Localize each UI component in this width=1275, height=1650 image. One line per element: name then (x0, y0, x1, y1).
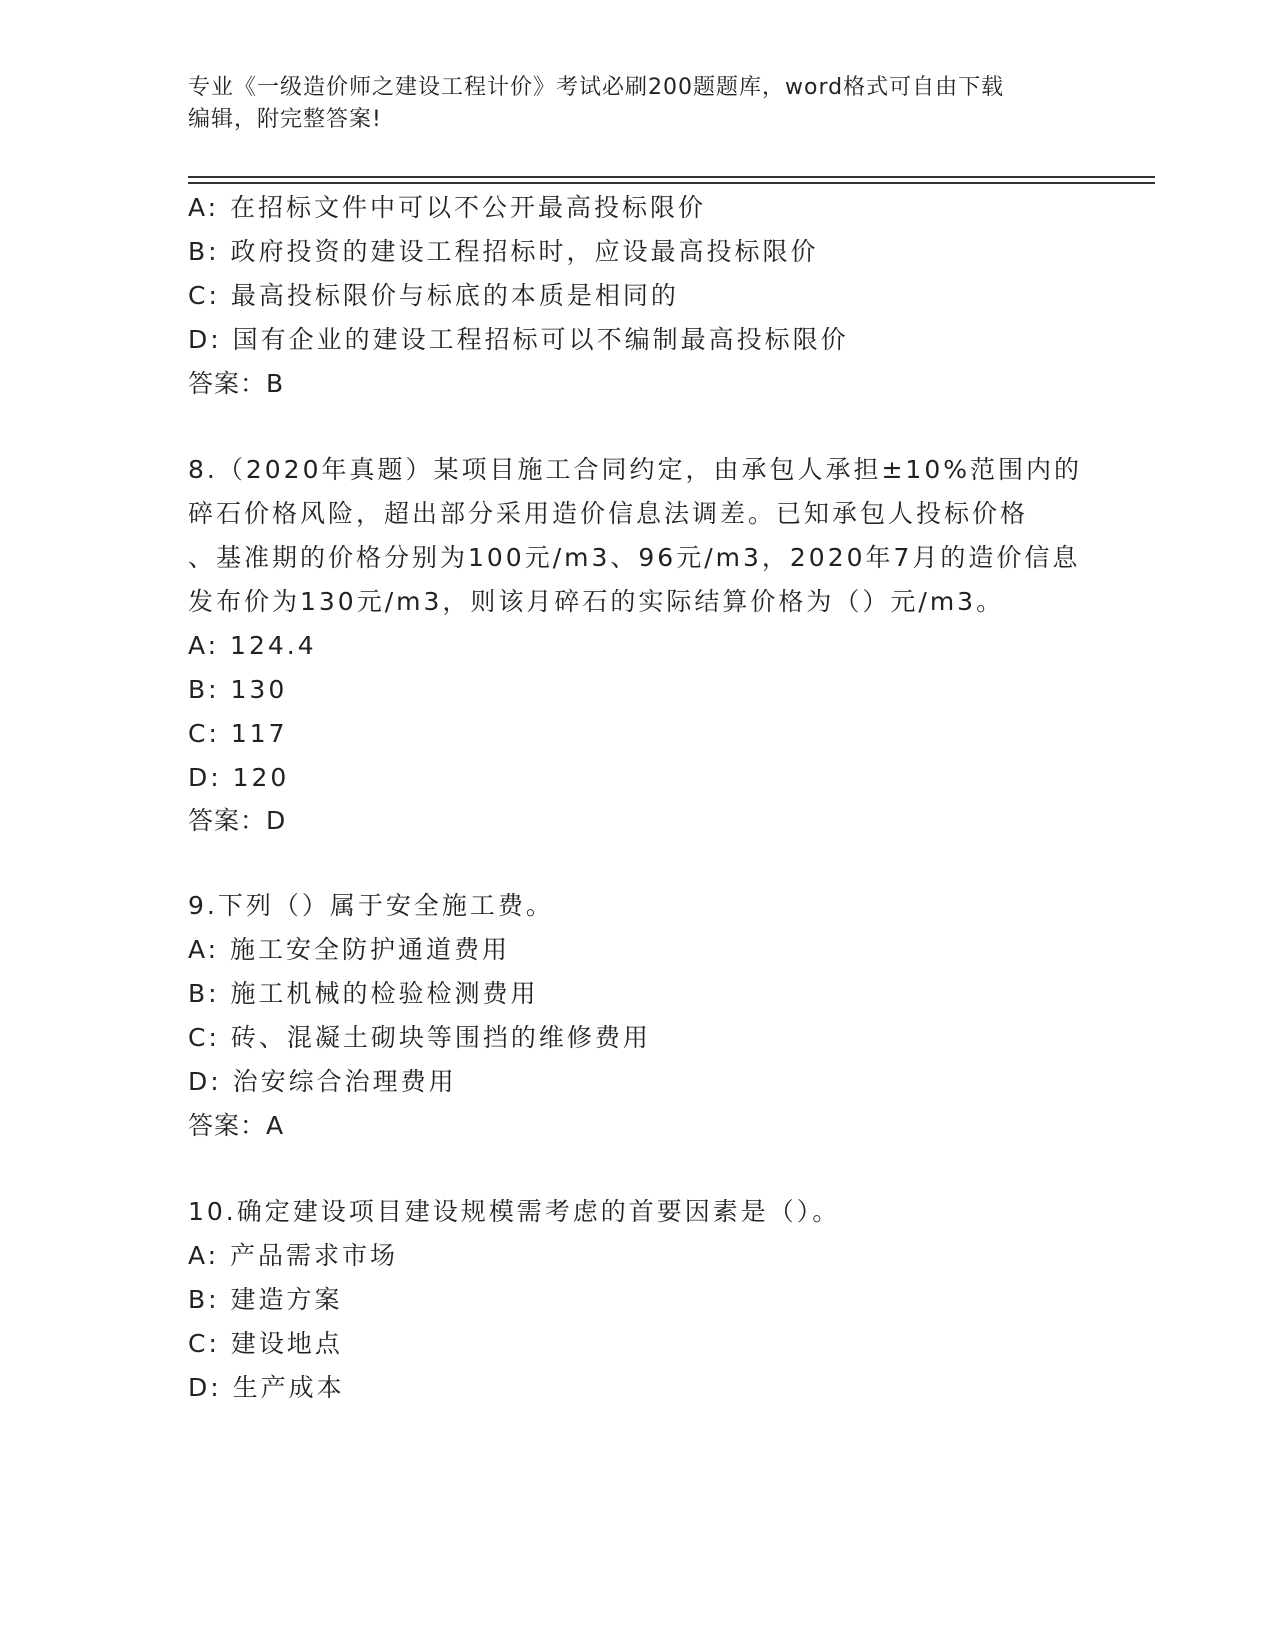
q8-stem-line-1: 8.（2020年真题）某项目施工合同约定，由承包人承担±10%范围内的 (188, 455, 1082, 484)
q7-answer: 答案：B (188, 369, 285, 398)
header-divider-top (188, 176, 1155, 178)
q8-option-c: C: 117 (188, 719, 288, 748)
q10-option-c: C: 建设地点 (188, 1329, 343, 1358)
header-line-1: 专业《一级造价师之建设工程计价》考试必刷200题题库，word格式可自由下载 (188, 75, 1005, 100)
q7-option-a: A: 在招标文件中可以不公开最高投标限价 (188, 193, 707, 222)
q9-option-d: D: 治安综合治理费用 (188, 1067, 457, 1096)
q10-option-a: A: 产品需求市场 (188, 1241, 399, 1270)
q8-option-b: B: 130 (188, 675, 288, 704)
document-header (188, 72, 1088, 136)
header-divider-bottom (188, 182, 1155, 184)
q9-option-b: B: 施工机械的检验检测费用 (188, 979, 539, 1008)
q8-option-a: A: 124.4 (188, 631, 317, 660)
q8-stem-line-3: 、基准期的价格分别为100元/m3、96元/m3，2020年7月的造价信息 (188, 543, 1081, 572)
header-line-2: 编辑，附完整答案! (188, 107, 382, 132)
q8-stem-line-2: 碎石价格风险，超出部分采用造价信息法调差。已知承包人投标价格 (188, 499, 1029, 528)
q10-stem: 10.确定建设项目建设规模需考虑的首要因素是（）。 (188, 1197, 841, 1226)
q9-option-a: A: 施工安全防护通道费用 (188, 935, 511, 964)
q10-option-b: B: 建造方案 (188, 1285, 343, 1314)
q9-option-c: C: 砖、混凝土砌块等围挡的维修费用 (188, 1023, 651, 1052)
q7-option-d: D: 国有企业的建设工程招标可以不编制最高投标限价 (188, 325, 849, 354)
q10-option-d: D: 生产成本 (188, 1373, 345, 1402)
q7-option-c: C: 最高投标限价与标底的本质是相同的 (188, 281, 679, 310)
q9-stem: 9.下列（）属于安全施工费。 (188, 891, 554, 920)
q8-option-d: D: 120 (188, 763, 290, 792)
q8-stem-line-4: 发布价为130元/m3，则该月碎石的实际结算价格为（）元/m3。 (188, 587, 1005, 616)
q9-answer: 答案：A (188, 1111, 285, 1140)
q8-answer: 答案：D (188, 806, 287, 835)
q7-option-b: B: 政府投资的建设工程招标时，应设最高投标限价 (188, 237, 819, 266)
